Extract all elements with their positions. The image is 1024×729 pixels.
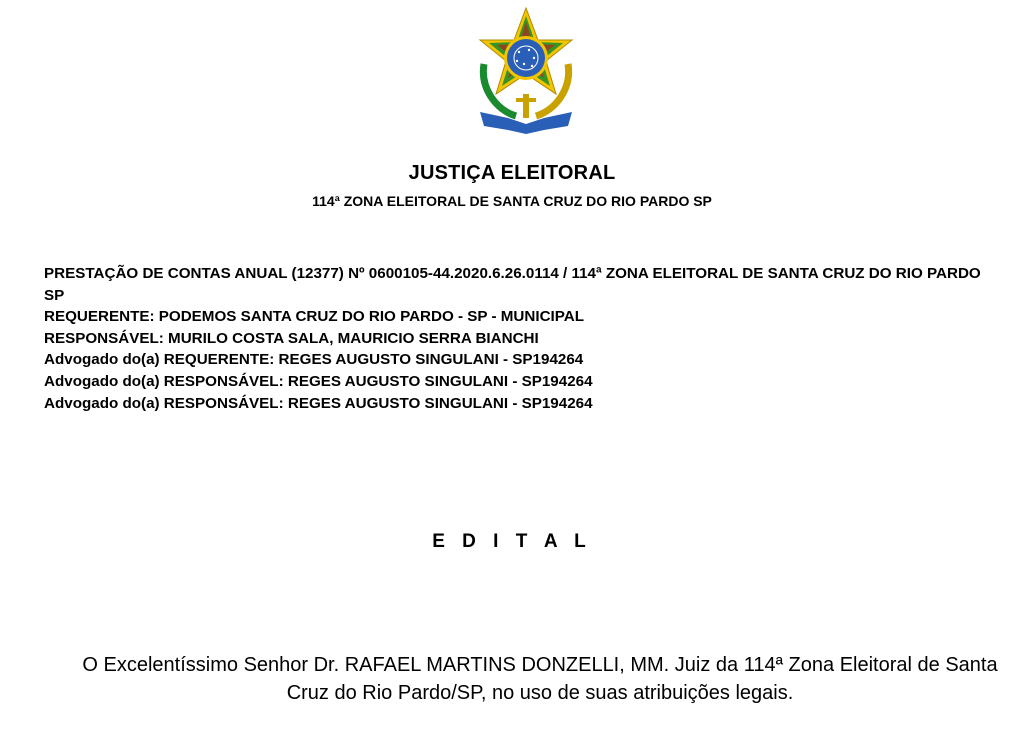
- page-subtitle: 114ª ZONA ELEITORAL DE SANTA CRUZ DO RIO PARDO SP: [312, 193, 712, 209]
- requerente-line: REQUERENTE: PODEMOS SANTA CRUZ DO RIO PARDO - SP - MUNICIPAL: [44, 308, 585, 326]
- advogado-line: Advogado do(a) RESPONSÁVEL: REGES AUGUSTO SINGULANI - SP194264: [44, 394, 593, 412]
- edital-heading: E D I T A L: [432, 531, 592, 552]
- advogado-line: Advogado do(a) RESPONSÁVEL: REGES AUGUSTO SINGULANI - SP194264: [44, 372, 593, 390]
- brazil-coat-of-arms-icon: [466, 6, 586, 138]
- page-title: JUSTIÇA ELEITORAL: [408, 162, 616, 184]
- process-number-line: PRESTAÇÃO DE CONTAS ANUAL (12377) Nº 0600105-44.2020.6.26.0114 / 114ª ZONA ELEITORAL DE SANTA CRUZ DO RIO PARDO SP: [44, 265, 981, 304]
- process-header: [44, 263, 994, 414]
- advogado-line: Advogado do(a) REQUERENTE: REGES AUGUSTO SINGULANI - SP194264: [44, 351, 584, 369]
- edital-body: O Excelentíssimo Senhor Dr. RAFAEL MARTINS DONZELLI, MM. Juiz da 114ª Zona Eleitoral de Santa Cruz do Rio Pardo/SP, no uso de suas atribuições legais.: [82, 654, 998, 704]
- responsavel-line: RESPONSÁVEL: MURILO COSTA SALA, MAURICIO SERRA BIANCHI: [44, 329, 539, 347]
